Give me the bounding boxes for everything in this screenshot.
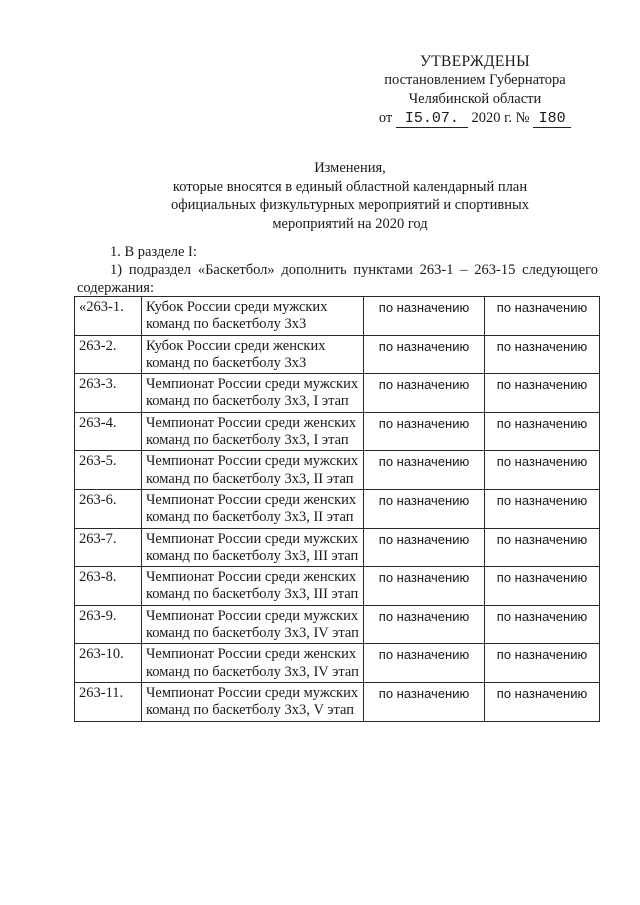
- table-row: [75, 567, 600, 606]
- handwritten-number: I80: [533, 111, 571, 128]
- event-dates: по назначению: [364, 412, 485, 451]
- event-name: Чемпионат России среди женских команд по баскетболу 3х3, I этап: [142, 412, 364, 451]
- approval-date-line: [360, 109, 590, 128]
- event-dates: по назначению: [364, 605, 485, 644]
- intro-text: [77, 243, 598, 297]
- event-location: по назначению: [485, 297, 600, 336]
- event-name: Чемпионат России среди мужских команд по баскетболу 3х3, I этап: [142, 374, 364, 413]
- event-location: по назначению: [485, 335, 600, 374]
- event-name: Чемпионат России среди мужских команд по баскетболу 3х3, II этап: [142, 451, 364, 490]
- event-name: Чемпионат России среди мужских команд по баскетболу 3х3, V этап: [142, 682, 364, 721]
- approval-line-2: Челябинской области: [408, 91, 542, 107]
- event-location: по назначению: [485, 451, 600, 490]
- row-number: 263-10.: [75, 644, 142, 683]
- event-name: Кубок России среди мужских команд по баскетболу 3х3: [142, 297, 364, 336]
- table-row: [75, 605, 600, 644]
- table-row: [75, 412, 600, 451]
- row-number: 263-8.: [75, 567, 142, 606]
- date-prefix: от: [378, 110, 393, 126]
- year-text: 2020 г. №: [471, 110, 530, 126]
- event-dates: по назначению: [364, 374, 485, 413]
- approval-title: УТВЕРЖДЕНЫ: [420, 53, 530, 70]
- event-location: по назначению: [485, 374, 600, 413]
- row-number: 263-3.: [75, 374, 142, 413]
- event-dates: по назначению: [364, 489, 485, 528]
- event-name: Чемпионат России среди мужских команд по баскетболу 3х3, IV этап: [142, 605, 364, 644]
- event-location: по назначению: [485, 567, 600, 606]
- approval-line-1: постановлением Губернатора: [384, 72, 566, 88]
- table-row: [75, 451, 600, 490]
- approval-block: [360, 52, 590, 128]
- row-number: 263-4.: [75, 412, 142, 451]
- heading-line-3: официальных физкультурных мероприятий и спортивных: [171, 197, 529, 213]
- heading-line-2: которые вносятся в единый областной календарный план: [172, 178, 528, 195]
- event-location: по назначению: [485, 528, 600, 567]
- heading-line-1: Изменения,: [314, 160, 386, 176]
- event-name: Чемпионат России среди мужских команд по баскетболу 3х3, III этап: [142, 528, 364, 567]
- event-dates: по назначению: [364, 297, 485, 336]
- event-dates: по назначению: [364, 644, 485, 683]
- section-paragraph: 1. В разделе I:: [110, 244, 197, 260]
- row-number: 263-2.: [75, 335, 142, 374]
- table-row: [75, 489, 600, 528]
- handwritten-date: I5.07.: [396, 111, 468, 128]
- document-heading: [150, 159, 550, 233]
- event-location: по назначению: [485, 412, 600, 451]
- event-dates: по назначению: [364, 567, 485, 606]
- row-number: 263-11.: [75, 682, 142, 721]
- table-row: [75, 374, 600, 413]
- event-name: Чемпионат России среди женских команд по баскетболу 3х3, IV этап: [142, 644, 364, 683]
- row-number: «263-1.: [75, 297, 142, 336]
- subsection-paragraph: 1) подраздел «Баскетбол» дополнить пунктами 263-1 – 263-15 следующего: [110, 262, 598, 278]
- event-name: Чемпионат России среди женских команд по баскетболу 3х3, III этап: [142, 567, 364, 606]
- row-number: 263-7.: [75, 528, 142, 567]
- event-name: Чемпионат России среди женских команд по баскетболу 3х3, II этап: [142, 489, 364, 528]
- event-location: по назначению: [485, 682, 600, 721]
- row-number: 263-9.: [75, 605, 142, 644]
- event-name: Кубок России среди женских команд по баскетболу 3х3: [142, 335, 364, 374]
- event-dates: по назначению: [364, 528, 485, 567]
- events-table: [74, 296, 600, 722]
- row-number: 263-6.: [75, 489, 142, 528]
- event-dates: по назначению: [364, 451, 485, 490]
- heading-line-4: мероприятий на 2020 год: [272, 215, 428, 232]
- event-location: по назначению: [485, 644, 600, 683]
- event-location: по назначению: [485, 605, 600, 644]
- table-row: [75, 682, 600, 721]
- table-row: [75, 644, 600, 683]
- table-row: [75, 528, 600, 567]
- table-row: [75, 297, 600, 336]
- event-dates: по назначению: [364, 682, 485, 721]
- event-dates: по назначению: [364, 335, 485, 374]
- event-location: по назначению: [485, 489, 600, 528]
- row-number: 263-5.: [75, 451, 142, 490]
- content-label: содержания:: [77, 280, 155, 296]
- table-row: [75, 335, 600, 374]
